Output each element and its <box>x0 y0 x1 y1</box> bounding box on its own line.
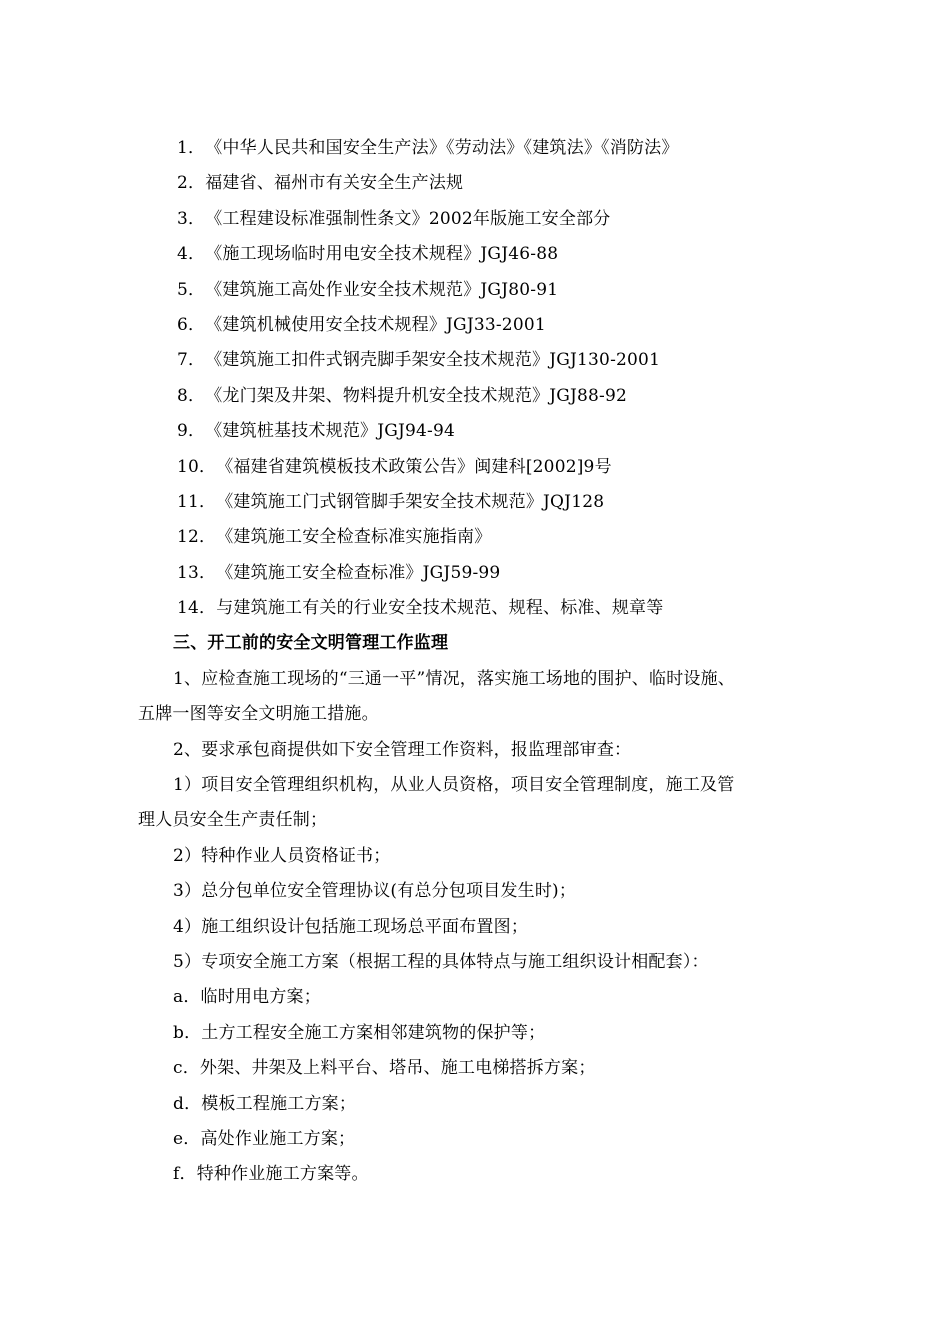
reference-item-10 <box>138 450 838 485</box>
reference-item-3 <box>138 202 838 237</box>
reference-item-14 <box>138 591 838 626</box>
reference-number: 10． <box>177 456 217 477</box>
reference-text: 《施工现场临时用电安全技术规程》JGJ46-88 <box>205 244 559 265</box>
paragraph-1-line-2: 五牌一图等安全文明施工措施。 <box>138 704 379 725</box>
sub-item-a: a．临时用电方案； <box>173 987 321 1008</box>
paragraph-2: 2、要求承包商提供如下安全管理工作资料，报监理部审查： <box>173 739 632 760</box>
reference-item-5 <box>138 273 838 308</box>
reference-text: 《建筑施工门式钢管脚手架安全技术规范》JQJ128 <box>216 491 605 512</box>
reference-text: 《龙门架及井架、物料提升机安全技术规范》JGJ88-92 <box>205 385 628 406</box>
reference-text: 《建筑机械使用安全技术规程》JGJ33-2001 <box>205 314 546 335</box>
sub-item-e: e．高处作业施工方案； <box>173 1128 356 1149</box>
reference-number: 7． <box>177 350 206 371</box>
reference-number: 9． <box>177 421 206 442</box>
reference-text: 《建筑桩基技术规范》JGJ94-94 <box>205 421 456 442</box>
reference-number: 8． <box>177 385 206 406</box>
reference-item-7 <box>138 343 838 378</box>
sub-item-b: b．土方工程安全施工方案相邻建筑物的保护等； <box>173 1022 546 1043</box>
list-item-3: 3）总分包单位安全管理协议(有总分包项目发生时)； <box>173 881 577 902</box>
list-item-2: 2）特种作业人员资格证书； <box>173 845 391 866</box>
reference-text: 《中华人民共和国安全生产法》《劳动法》《建筑法》《消防法》 <box>205 138 679 158</box>
reference-text: 福建省、福州市有关安全生产法规 <box>205 173 464 194</box>
reference-item-1 <box>138 131 838 166</box>
reference-text: 《福建省建筑模板技术政策公告》闽建科[2002]9号 <box>216 456 612 477</box>
reference-number: 13． <box>177 562 217 583</box>
reference-number: 3． <box>177 208 206 229</box>
reference-number: 6． <box>177 314 206 335</box>
page-body <box>138 131 838 1193</box>
reference-text: 《建筑施工高处作业安全技术规范》JGJ80-91 <box>205 279 559 300</box>
reference-number: 12． <box>177 527 217 548</box>
reference-number: 11． <box>177 491 217 512</box>
reference-text: 《建筑施工安全检查标准实施指南》 <box>216 527 492 548</box>
reference-item-4 <box>138 237 838 272</box>
list-item-5: 5）专项安全施工方案（根据工程的具体特点与施工组织设计相配套）： <box>173 951 709 972</box>
reference-text: 《建筑施工安全检查标准》JGJ59-99 <box>216 562 501 583</box>
reference-number: 1． <box>177 138 206 158</box>
section-heading: 三、开工前的安全文明管理工作监理 <box>173 633 449 654</box>
reference-item-11 <box>138 485 838 520</box>
sub-item-c: c．外架、井架及上料平台、塔吊、施工电梯搭拆方案； <box>173 1058 596 1079</box>
sub-item-f: f．特种作业施工方案等。 <box>173 1164 369 1185</box>
reference-item-8 <box>138 379 838 414</box>
reference-item-13 <box>138 556 838 591</box>
sub-item-d: d．模板工程施工方案； <box>173 1093 357 1114</box>
reference-number: 14． <box>177 598 217 619</box>
paragraph-1-line-1: 1、应检查施工现场的“三通一平”情况，落实施工场地的围护、临时设施、 <box>173 668 735 689</box>
reference-text: 与建筑施工有关的行业安全技术规范、规程、标准、规章等 <box>216 598 664 619</box>
reference-text: 《建筑施工扣件式钢壳脚手架安全技术规范》JGJ130-2001 <box>205 350 661 371</box>
reference-item-2 <box>138 166 838 201</box>
reference-number: 4． <box>177 244 206 265</box>
list-item-1-line-1: 1）项目安全管理组织机构，从业人员资格，项目安全管理制度，施工及管 <box>173 775 735 796</box>
list-item-1-line-2: 理人员安全生产责任制； <box>138 810 328 831</box>
reference-text: 《工程建设标准强制性条文》2002年版施工安全部分 <box>205 208 611 229</box>
reference-item-12 <box>138 520 838 555</box>
reference-item-6 <box>138 308 838 343</box>
reference-number: 5． <box>177 279 206 300</box>
reference-item-9 <box>138 414 838 449</box>
reference-number: 2． <box>177 173 206 194</box>
list-item-4: 4）施工组织设计包括施工现场总平面布置图； <box>173 916 529 937</box>
